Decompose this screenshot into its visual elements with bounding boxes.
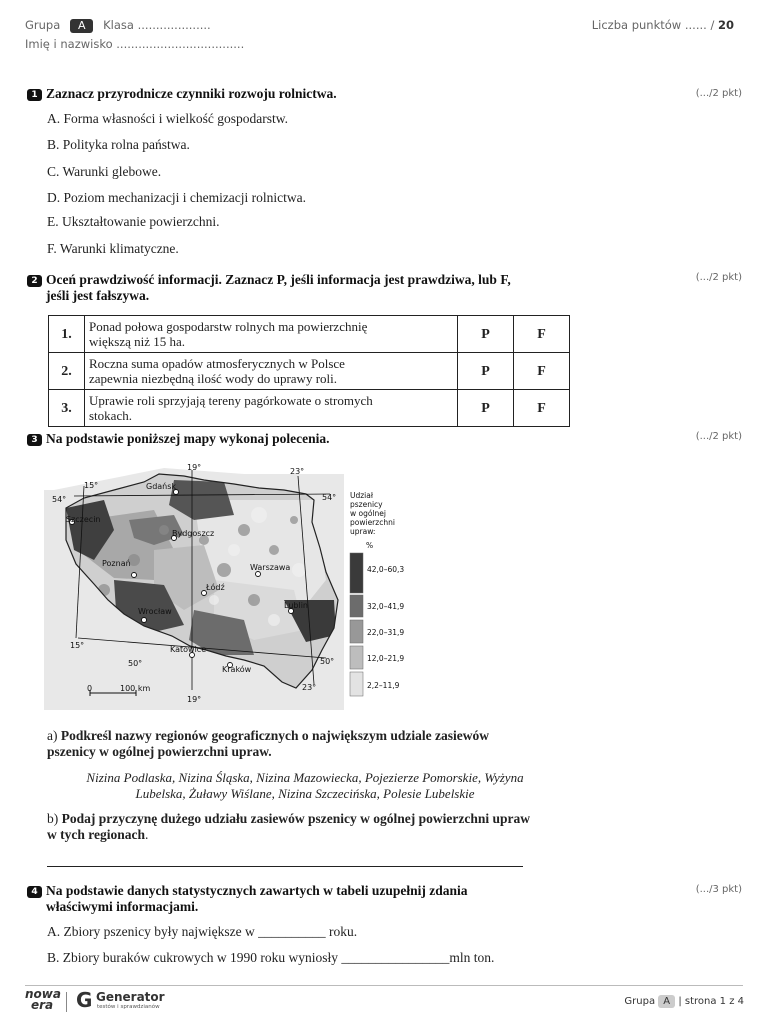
- scale-start: 0: [87, 684, 93, 693]
- statement-line: większą niż 15 ha.: [89, 334, 186, 349]
- footer-rule: [25, 985, 743, 986]
- q4-title-row: [27, 883, 587, 915]
- q1-points: (.../2 pkt): [695, 88, 742, 99]
- q3-title: Na podstawie poniższej mapy wykonaj polecenia.: [46, 431, 330, 446]
- logo-divider: [66, 992, 67, 1012]
- points-label: Liczba punktów ...... /: [591, 18, 715, 32]
- statement-cell: [85, 353, 458, 390]
- legend-title-line: upraw:: [350, 527, 376, 536]
- q3a-line2: pszenicy w ogólnej powierzchni upraw.: [47, 744, 272, 759]
- generator-subtitle: testów i sprawdzianów: [97, 1004, 160, 1010]
- row-number: 2.: [49, 353, 85, 390]
- legend-swatch: [350, 553, 363, 593]
- city-label: Łódź: [206, 583, 225, 592]
- meridian-label: 23°: [290, 467, 305, 476]
- statement-line: Roczna suma opadów atmosferycznych w Polsce: [89, 356, 345, 371]
- q2-title-line2: jeśli jest fałszywa.: [46, 288, 150, 303]
- points-total: 20: [717, 18, 734, 32]
- footer-page-number: | strona 1 z 4: [678, 996, 744, 1007]
- legend-class: 12,0–21,9: [367, 654, 405, 663]
- generator-icon: G: [76, 988, 93, 1012]
- q3b-line1: Podaj przyczynę dużego udziału zasiewów pszenicy w ogólnej powierzchni upraw: [61, 811, 530, 826]
- q1-option[interactable]: F. Warunki klimatyczne.: [47, 241, 179, 256]
- legend-title-line: powierzchni: [350, 518, 395, 527]
- q4a-blank[interactable]: __________: [258, 924, 326, 939]
- meridian-label: 15°: [70, 641, 85, 650]
- city-label: Poznań: [102, 559, 131, 568]
- city-label: Bydgoszcz: [172, 529, 215, 538]
- q4-sentence-a: [47, 924, 357, 940]
- meridian-label: 23°: [302, 683, 317, 692]
- table-row: [49, 316, 570, 353]
- legend-swatch: [350, 595, 363, 617]
- statement-line: Uprawie roli sprzyjają tereny pagórkowate o stromych: [89, 393, 373, 408]
- q3a-line1: Podkreśl nazwy regionów geograficznych o największym udziale zasiewów: [60, 728, 489, 743]
- true-false-table: [48, 315, 570, 427]
- footer-group-label: Grupa: [624, 996, 656, 1007]
- legend-swatch: [350, 620, 363, 643]
- q4-sentence-b: [47, 950, 494, 966]
- q1-title: Zaznacz przyrodnicze czynniki rozwoju rolnictwa.: [46, 86, 337, 101]
- row-number: 3.: [49, 390, 85, 427]
- q2-title-row: [27, 272, 587, 304]
- regions-list: [40, 770, 570, 802]
- q3b-end: .: [145, 827, 149, 842]
- statement-line: stokach.: [89, 408, 132, 423]
- false-option[interactable]: F: [514, 316, 570, 353]
- legend-title-line: pszenicy: [350, 500, 383, 509]
- legend-title-line: Udział: [350, 491, 373, 500]
- false-option[interactable]: F: [514, 390, 570, 427]
- q4-number: 4: [27, 886, 42, 898]
- q1-option[interactable]: A. Forma własności i wielkość gospodarstw.: [47, 111, 288, 126]
- q4b-after: mln ton.: [449, 950, 495, 965]
- scale-end: 100 km: [120, 684, 151, 693]
- q1-option[interactable]: E. Ukształtowanie powierzchni.: [47, 214, 220, 229]
- q4-title-line2: właściwymi informacjami.: [46, 899, 199, 914]
- q4a-before: A. Zbiory pszenicy były największe w: [47, 924, 255, 939]
- q3-title-row: [27, 431, 330, 447]
- legend-class: 42,0–60,3: [367, 565, 405, 574]
- q1-option[interactable]: B. Polityka rolna państwa.: [47, 137, 190, 152]
- true-option[interactable]: P: [458, 353, 514, 390]
- city-label: Wrocław: [138, 607, 172, 616]
- meridian-label: 19°: [187, 463, 202, 472]
- statement-line: Ponad połowa gospodarstw rolnych ma powierzchnię: [89, 319, 368, 334]
- group-badge: A: [70, 19, 94, 33]
- q4a-after: roku.: [328, 924, 358, 939]
- logo-line2: era: [31, 998, 54, 1012]
- city-label: Katowice: [170, 645, 207, 654]
- parallel-label: 50°: [320, 657, 335, 666]
- parallel-label: 50°: [128, 659, 143, 668]
- meridian-label: 15°: [84, 481, 99, 490]
- group-label: Grupa: [25, 18, 61, 32]
- q1-number: 1: [27, 89, 42, 101]
- points-header: [592, 18, 734, 32]
- legend-class: 22,0–31,9: [367, 628, 405, 637]
- true-option[interactable]: P: [458, 390, 514, 427]
- parallel-label: 54°: [322, 493, 337, 502]
- q4b-blank[interactable]: ________________: [341, 950, 450, 965]
- q3a-prefix: a): [47, 728, 58, 743]
- city-label: Szczecin: [66, 515, 101, 524]
- q2-title-line1: Oceń prawdziwość informacji. Zaznacz P, jeśli informacja jest prawdziwa, lub F,: [46, 272, 511, 287]
- legend-class: 2,2–11,9: [367, 681, 400, 690]
- legend-class: 32,0–41,9: [367, 602, 405, 611]
- header-left: [25, 18, 211, 33]
- name-label: Imię i nazwisko ...................................: [25, 37, 245, 51]
- q1-option[interactable]: C. Warunki glebowe.: [47, 164, 162, 179]
- nowa-era-logo: [25, 989, 61, 1011]
- city-label: Kraków: [222, 665, 252, 674]
- legend-swatch: [350, 672, 363, 696]
- regions-line2[interactable]: Lubelska, Żuławy Wiślane, Nizina Szczecińska, Polesie Lubelskie: [135, 786, 475, 801]
- city-label: Lublin: [284, 601, 308, 610]
- footer-group-badge: A: [658, 995, 675, 1008]
- legend-swatch: [350, 646, 363, 669]
- row-number: 1.: [49, 316, 85, 353]
- q1-option[interactable]: D. Poziom mechanizacji i chemizacji rolnictwa.: [47, 190, 307, 205]
- statement-cell: [85, 390, 458, 427]
- q3b-answer-line[interactable]: [47, 866, 523, 867]
- q4-title-line1: Na podstawie danych statystycznych zawartych w tabeli uzupełnij zdania: [46, 883, 468, 898]
- table-row: [49, 353, 570, 390]
- q4b-before: B. Zbiory buraków cukrowych w 1990 roku wyniosły: [47, 950, 338, 965]
- q3b-task: [47, 811, 530, 843]
- q4-points: (.../3 pkt): [695, 884, 742, 895]
- table-row: [49, 390, 570, 427]
- legend-title-line: w ogólnej: [350, 509, 386, 518]
- meridian-label: 19°: [187, 695, 202, 704]
- q2-number: 2: [27, 275, 42, 287]
- generator-title: Generator: [96, 990, 165, 1004]
- legend-unit: %: [366, 541, 374, 550]
- statement-line: zapewnia niezbędną ilość wody do uprawy roli.: [89, 371, 338, 386]
- q3-points: (.../2 pkt): [695, 431, 742, 442]
- q3-number: 3: [27, 434, 42, 446]
- city-label: Warszawa: [250, 563, 291, 572]
- q1-title-row: [27, 86, 337, 102]
- logo-line1: nowa: [25, 987, 61, 1001]
- true-option[interactable]: P: [458, 316, 514, 353]
- class-label: Klasa ....................: [103, 18, 211, 32]
- parallel-label: 54°: [52, 495, 67, 504]
- city-label: Gdańsk: [146, 482, 177, 491]
- q2-points: (.../2 pkt): [695, 272, 742, 283]
- footer-page-info: [624, 995, 744, 1008]
- false-option[interactable]: F: [514, 353, 570, 390]
- q3b-prefix: b): [47, 811, 59, 826]
- regions-line1[interactable]: Nizina Podlaska, Nizina Śląska, Nizina Mazowiecka, Pojezierze Pomorskie, Wyżyna: [86, 770, 524, 785]
- q3b-line2: w tych regionach: [47, 827, 145, 842]
- q3a-task: [47, 728, 489, 760]
- statement-cell: [85, 316, 458, 353]
- wheat-share-map: [44, 460, 412, 710]
